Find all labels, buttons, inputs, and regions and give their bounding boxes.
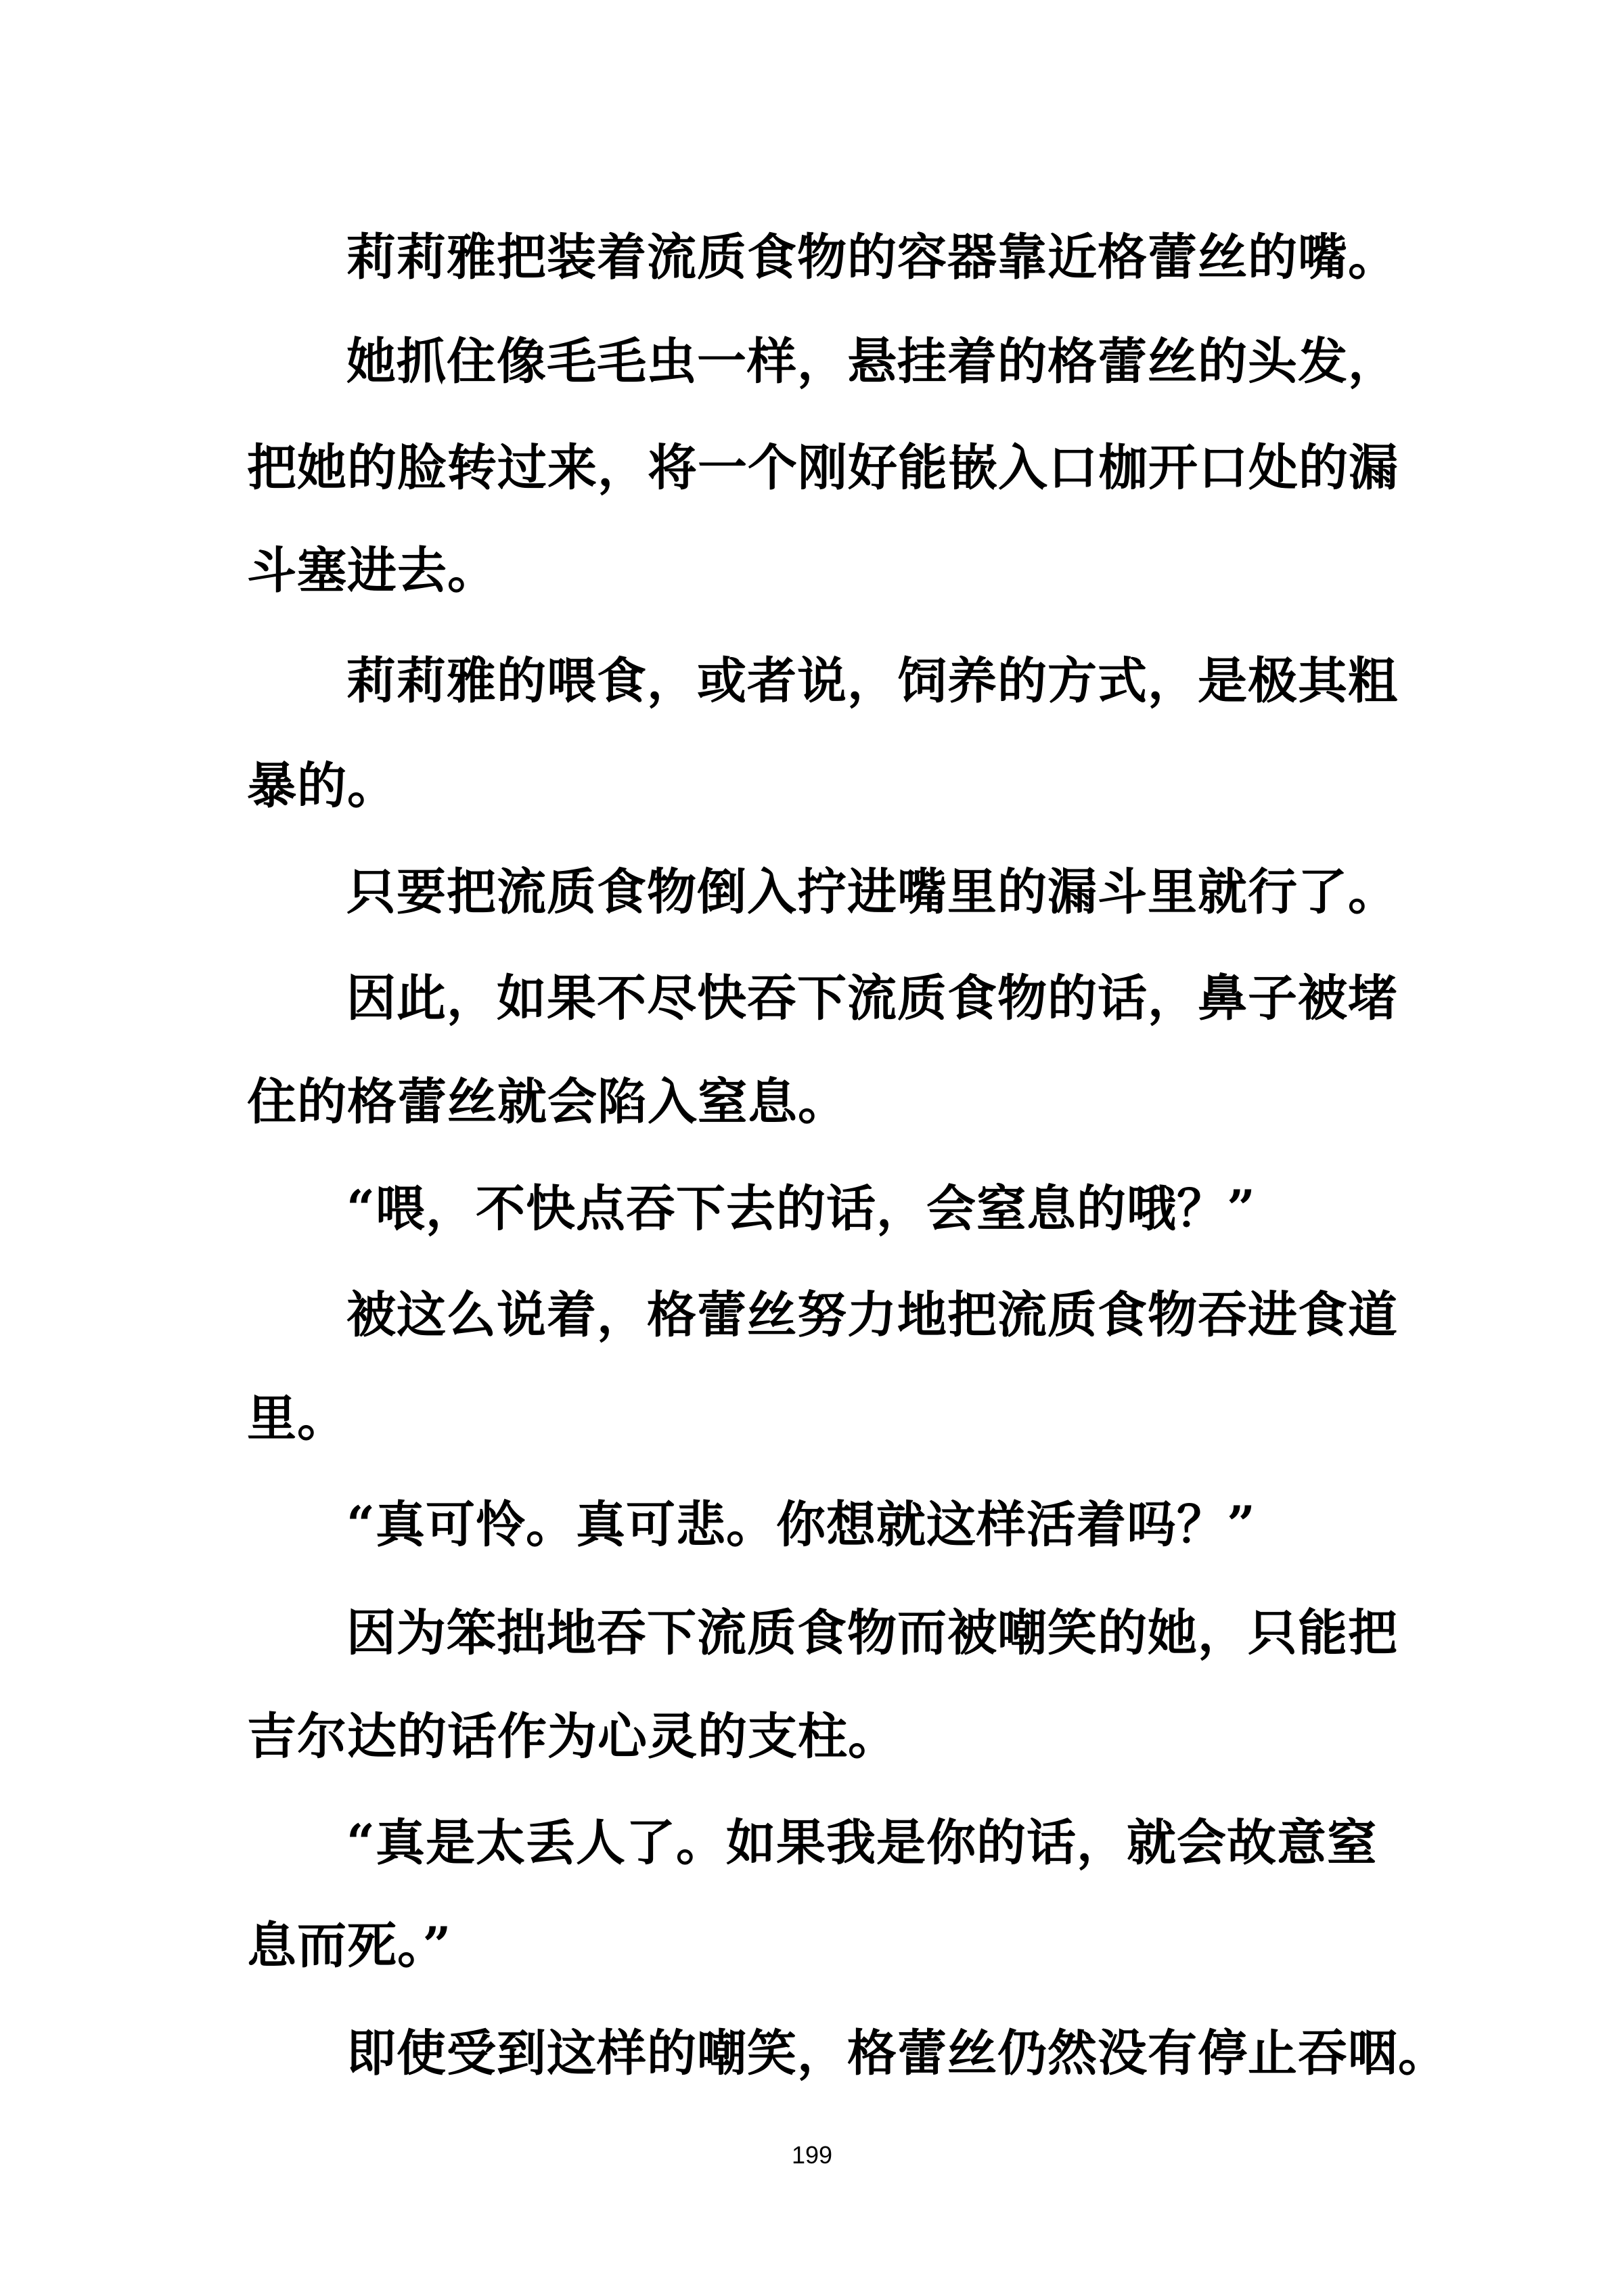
page-number: 199 — [791, 2141, 833, 2169]
text-line: 住的格蕾丝就会陷入窒息。 — [247, 1073, 848, 1131]
text-line: “真是太丢人了。如果我是你的话，就会故意窒 — [346, 1814, 1377, 1872]
text-line: 里。 — [247, 1389, 347, 1447]
text-line: 即使受到这样的嘲笑，格蕾丝仍然没有停止吞咽。 — [346, 2024, 1448, 2082]
text-line: 把她的脸转过来，将一个刚好能嵌入口枷开口处的漏 — [247, 438, 1399, 497]
text-line: “喂，不快点吞下去的话，会窒息的哦？” — [346, 1179, 1256, 1238]
text-line: 被这么说着，格蕾丝努力地把流质食物吞进食道 — [346, 1286, 1398, 1344]
text-line: 莉莉雅的喂食，或者说，饲养的方式，是极其粗 — [346, 652, 1398, 710]
text-line: 只要把流质食物倒入拧进嘴里的漏斗里就行了。 — [346, 863, 1398, 921]
text-line: 因为笨拙地吞下流质食物而被嘲笑的她，只能把 — [346, 1604, 1398, 1662]
text-line: 莉莉雅把装着流质食物的容器靠近格蕾丝的嘴。 — [346, 228, 1398, 286]
text-line: 息而死。” — [247, 1916, 452, 1975]
text-line: 吉尔达的话作为心灵的支柱。 — [247, 1707, 898, 1765]
text-line: “真可怜。真可悲。你想就这样活着吗？” — [346, 1495, 1256, 1554]
text-line: 暴的。 — [247, 757, 397, 815]
text-line: 斗塞进去。 — [247, 541, 497, 600]
text-line: 因此，如果不尽快吞下流质食物的话，鼻子被堵 — [346, 969, 1398, 1027]
text-line: 她抓住像毛毛虫一样，悬挂着的格蕾丝的头发， — [346, 332, 1398, 390]
